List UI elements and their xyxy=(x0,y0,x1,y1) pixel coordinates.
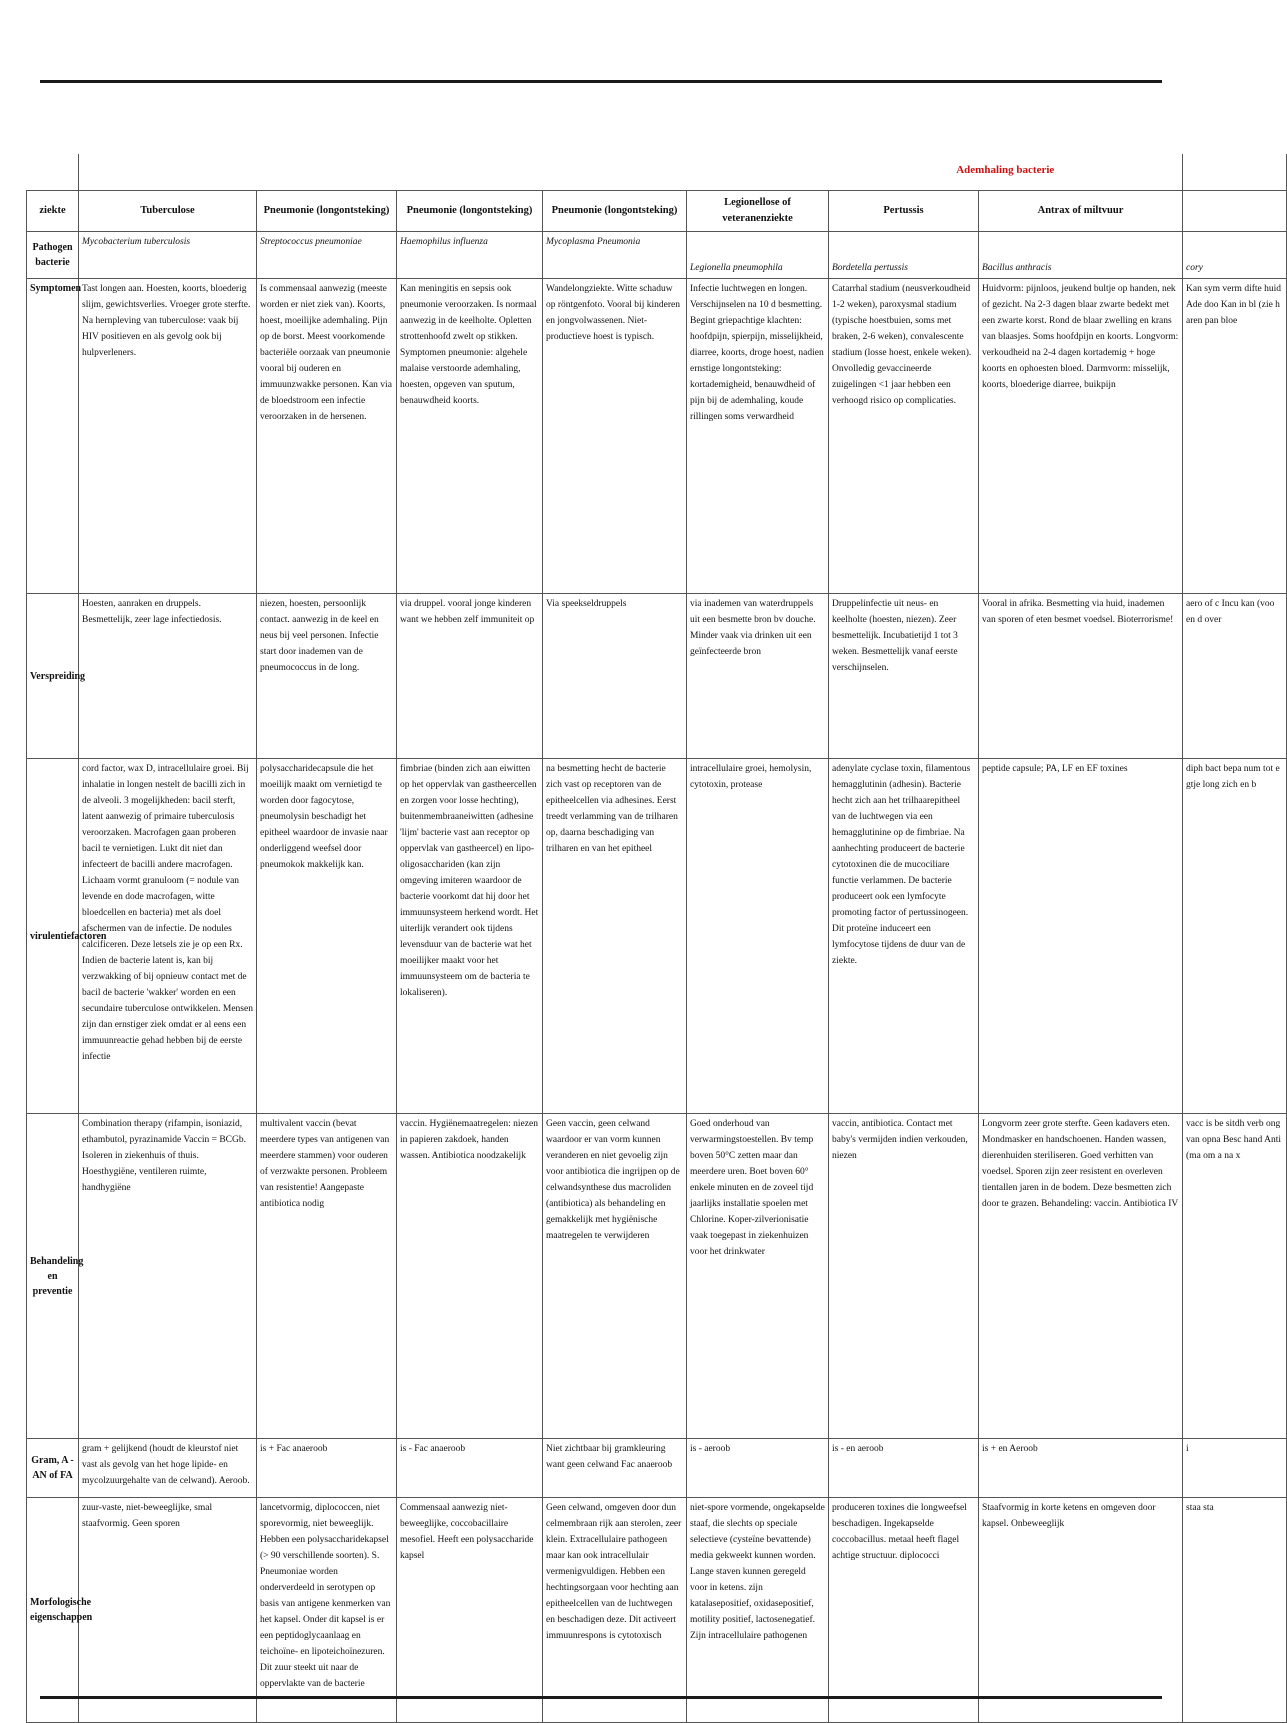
gram-cell: is + en Aeroob xyxy=(979,1439,1183,1498)
symptoms-cell: Kan meningitis en sepsis ook pneumonie veroorzaken. Is normaal aanwezig in de keelholte. Opletten strottenhoofd zwelt op stikken. Symptomen pneumonie: algehele malaise verstoorde ademhaling, hoesten, opgeven van sputum, benauwdheid koorts. xyxy=(397,279,543,594)
row-label-gram: Gram, A - AN of FA xyxy=(27,1439,79,1498)
gram-cell: is - aeroob xyxy=(687,1439,829,1498)
virulence-cell: na besmetting hecht de bacterie zich vast op receptoren van de epitheelcellen via adhesines. Eerst treedt verlamming van de trilharen op, daarna beschadiging van trilharen en van het epitheel xyxy=(543,759,687,1114)
disease-header xyxy=(1183,191,1287,232)
gram-row xyxy=(27,1439,1287,1498)
virulence-cell: cord factor, wax D, intracellulaire groei. Bij inhalatie in longen nestelt de bacilli zich in de alveoli. 3 mogelijkheden: bacil sterft, latent aanwezig of primaire tuberculosis veroorzaken. Macrofagen gaan proberen bacil te vernietigen. Lukt dit niet dan infecteert de bacilli andere macrofagen. Lichaam vormt granuloom (= nodule van levende en dode macrofagen, witte bloedcellen en bacteria) met als doel afschermen van de infectie. De nodules calcificeren. Deze letsels zie je op een Rx. Indien de bacterie latent is, kan bij verzwakking of bij opnieuw contact met de bacil de bacterie 'wakker' worden en een secundaire tuberculose ontwikkelen. Mensen zijn dan ernstiger ziek omdat er al eens een immuunreactie gehad hebben bij de eerste infectie xyxy=(79,759,257,1114)
gram-cell: is - en aeroob xyxy=(829,1439,979,1498)
row-label-treatment: Behandeling en preventie xyxy=(27,1114,79,1439)
pathogen-cell: Bordetella pertussis xyxy=(829,232,979,279)
pathogen-cell: Mycoplasma Pneumonia xyxy=(543,232,687,279)
treatment-cell: vacc is be sitdh verb ong van opna Besc hand Anti (ma om a na x xyxy=(1183,1114,1287,1439)
spread-cell: aero of c Incu kan (voo en d over xyxy=(1183,594,1287,759)
spread-cell: Vooral in afrika. Besmetting via huid, inademen van sporen of eten besmet voedsel. Bioterrorisme! xyxy=(979,594,1183,759)
symptoms-row xyxy=(27,279,1287,594)
symptoms-cell: Kan sym verm difte huid Ade doo Kan in bl (zie h aren pan bloe xyxy=(1183,279,1287,594)
virulence-cell: polysaccharidecapsule die het moeilijk maakt om vernietigd te worden door fagocytose, pneumolysin beschadigt het epitheel waardoor de invasie naar onderliggend weefsel door pneumokok makkelijk kan. xyxy=(257,759,397,1114)
spread-cell: Hoesten, aanraken en druppels. Besmettelijk, zeer lage infectiedosis. xyxy=(79,594,257,759)
header-row xyxy=(27,191,1287,232)
disease-header: Pneumonie (longontsteking) xyxy=(397,191,543,232)
gram-cell: is + Fac anaeroob xyxy=(257,1439,397,1498)
pathogen-cell: cory xyxy=(1183,232,1287,279)
spread-cell: niezen, hoesten, persoonlijk contact. aanwezig in de keel en neus bij veel personen. Infectie start door inademen van de pneumococcus in de long. xyxy=(257,594,397,759)
gram-cell: i xyxy=(1183,1439,1287,1498)
symptoms-cell: Huidvorm: pijnloos, jeukend bultje op handen, nek of gezicht. Na 2-3 dagen blaar zwarte bedekt met een zwarte korst. Rond de blaar zwelling en krans van blaasjes. Soms hoofdpijn en koorts. Longvorm: verkoudheid na 2-4 dagen kortademig + hoge koorts en ophoesten bloed. Darmvorm: misselijk, koorts, bloederige diarree, buikpijn xyxy=(979,279,1183,594)
morphology-cell: lancetvormig, diplococcen, niet sporevormig, niet beweeglijk. Hebben een polysaccharidekapsel (> 90 verschillende soorten). S. Pneumoniae worden onderverdeeld in serotypen op basis van antigene kenmerken van het kapsel. Onder dit kapsel is er een peptidoglycaanlaag en teichoïne- en lipoteichoïnezuren. Dit zuur steekt uit naar de oppervlakte van de bacterie xyxy=(257,1498,397,1723)
morphology-cell: niet-spore vormende, ongekapselde staaf, die slechts op speciale selectieve (cysteïne bevattende) media gekweekt kunnen worden. Lange staven kunnen geregeld voor in ketens. zijn katalasepositief, oxidasepositief, motility positief, lactosenegatief. Zijn intracellulaire pathogenen xyxy=(687,1498,829,1723)
bottom-rule xyxy=(40,1696,1162,1699)
row-label-morphology: Morfologische eigenschappen xyxy=(27,1498,79,1723)
pathogen-cell: Streptococcus pneumoniae xyxy=(257,232,397,279)
row-label-pathogen: Pathogen bacterie xyxy=(27,232,79,279)
pathogen-cell: Legionella pneumophila xyxy=(687,232,829,279)
spread-cell: Druppelinfectie uit neus- en keelholte (hoesten, niezen). Zeer besmettelijk. Incubatietijd 1 tot 3 weken. Besmettelijk vanaf eerste verschijnselen. xyxy=(829,594,979,759)
disease-header: Antrax of miltvuur xyxy=(979,191,1183,232)
virulence-row xyxy=(27,759,1287,1114)
treatment-cell: Longvorm zeer grote sterfte. Geen kadavers eten. Mondmasker en handschoenen. Handen wassen, dierenhuiden steriliseren. Goed verhitten van voedsel. Sporen zijn zeer resistent en overleven tientallen jaren in de bodem. Deze besmetten zich door te grazen. Behandeling: vaccin. Antibiotica IV xyxy=(979,1114,1183,1439)
gram-cell: Niet zichtbaar bij gramkleuring want geen celwand Fac anaeroob xyxy=(543,1439,687,1498)
virulence-cell: diph bact bepa num tot e gtje long zich en b xyxy=(1183,759,1287,1114)
pathogen-row xyxy=(27,232,1287,279)
row-label-symptoms: Symptomen xyxy=(27,279,79,594)
gram-cell: is - Fac anaeroob xyxy=(397,1439,543,1498)
treatment-cell: vaccin, antibiotica. Contact met baby's vermijden indien verkouden, niezen xyxy=(829,1114,979,1439)
morphology-cell: Commensaal aanwezig niet-beweeglijke, coccobacillaire mesofiel. Heeft een polysaccharide kapsel xyxy=(397,1498,543,1723)
morphology-cell: Staafvormig in korte ketens en omgeven door kapsel. Onbeweeglijk xyxy=(979,1498,1183,1723)
symptoms-cell: Infectie luchtwegen en longen. Verschijnselen na 10 d besmetting. Begint griepachtige klachten: hoofdpijn, spierpijn, misselijkheid, diarree, koorts, droge hoest, nadien ernstige longontsteking: kortademigheid, benauwdheid of pijn bij de ademhaling, koude rillingen soms verwardheid xyxy=(687,279,829,594)
disease-header: Pneumonie (longontsteking) xyxy=(257,191,397,232)
treatment-cell: vaccin. Hygiënemaatregelen: niezen in papieren zakdoek, handen wassen. Antibiotica noodzakelijk xyxy=(397,1114,543,1439)
morphology-row xyxy=(27,1498,1287,1723)
virulence-cell: adenylate cyclase toxin, filamentous hemagglutinin (adhesin). Bacterie hecht zich aan het trilhaarepitheel van de luchtwegen via een hemagglutinine op de fimbriae. Na aanhechting produceert de bacterie cytotoxinen die de mucociliare functie verlammen. De bacterie produceert ook een lymfocyte promoting factor of pertussinogeen. Dit proteïne induceert een lymfocytose tijdens de duur van de ziekte. xyxy=(829,759,979,1114)
symptoms-cell: Tast longen aan. Hoesten, koorts, bloederig slijm, gewichtsverlies. Vroeger grote sterfte. Na hernpleving van tuberculose: vaak bij HIV positieven en als gevolg ook bij hulpverleners. xyxy=(79,279,257,594)
caption-row xyxy=(27,154,1287,191)
spread-row xyxy=(27,594,1287,759)
disease-header: Tuberculose xyxy=(79,191,257,232)
virulence-cell: fimbriae (binden zich aan eiwitten op het oppervlak van gastheercellen en zorgen voor losse hechting), buitenmembraaneiwitten (adhesine 'lijm' bacterie vast aan receptor op oppervlak van gastheercel) en lipo-oligosacchariden (kan zijn omgeving imiteren waardoor de bacterie voorkomt dat hij door het immuunsysteem herkend wordt. Het uiterlijk verandert ook tijdens levensduur van de bacterie wat het moeilijker maakt voor het immuunsysteem om de bacteria te lokaliseren). xyxy=(397,759,543,1114)
treatment-cell: Geen vaccin, geen celwand waardoor er van vorm kunnen veranderen en niet gevoelig zijn voor antibiotica die ingrijpen op de celwandsynthese dus macroliden (antibiotica) als behandeling en gemakkelijk met hygiënische maatregelen te verwijderen xyxy=(543,1114,687,1439)
table-container xyxy=(26,154,1281,1700)
morphology-cell: zuur-vaste, niet-beweeglijke, smal staafvormig. Geen sporen xyxy=(79,1498,257,1723)
treatment-cell: multivalent vaccin (bevat meerdere types van antigenen van meerdere stammen) voor ouderen of verzwakte personen. Probleem van resistentie! Aangepaste antibiotica nodig xyxy=(257,1114,397,1439)
morphology-cell: staa sta xyxy=(1183,1498,1287,1723)
row-label-virulence: virulentiefactoren xyxy=(27,759,79,1114)
spread-cell: via druppel. vooral jonge kinderen want we hebben zelf immuniteit op xyxy=(397,594,543,759)
morphology-cell: produceren toxines die longweefsel beschadigen. Ingekapselde coccobacillus. metaal heeft flagel achtige structuur. diplococci xyxy=(829,1498,979,1723)
bacteria-table xyxy=(26,154,1287,1723)
gram-cell: gram + gelijkend (houdt de kleurstof niet vast als gevolg van het hoge lipide- en mycolzuurgehalte van de celwand). Aeroob. xyxy=(79,1439,257,1498)
pathogen-cell: Mycobacterium tuberculosis xyxy=(79,232,257,279)
symptoms-cell: Catarrhal stadium (neusverkoudheid 1-2 weken), paroxysmal stadium (typische hoestbuien, soms met braken, 2-6 weken), convalescente stadium (losse hoest, enkele weken). Onvolledig gevaccineerde zuigelingen <1 jaar hebben een verhoogd risico op complicaties. xyxy=(829,279,979,594)
virulence-cell: intracellulaire groei, hemolysin, cytotoxin, protease xyxy=(687,759,829,1114)
spread-cell: via inademen van waterdruppels uit een besmette bron bv douche. Minder vaak via drinken uit een geïnfecteerde bron xyxy=(687,594,829,759)
disease-header: Legionellose of veteranenziekte xyxy=(687,191,829,232)
row-label-spread: Verspreiding xyxy=(27,594,79,759)
top-rule xyxy=(40,80,1162,83)
table-caption: Ademhaling bacterie xyxy=(829,154,1183,191)
treatment-cell: Combination therapy (rifampin, isoniazid, ethambutol, pyrazinamide Vaccin = BCGb. Isoleren in ziekenhuis of thuis. Hoesthygiëne, ventileren ruimte, handhygiëne xyxy=(79,1114,257,1439)
disease-header: Pneumonie (longontsteking) xyxy=(543,191,687,232)
disease-header: Pertussis xyxy=(829,191,979,232)
treatment-row xyxy=(27,1114,1287,1439)
treatment-cell: Goed onderhoud van verwarmingstoestellen. Bv temp boven 50°C zetten maar dan meerdere uren. Boet boven 60° enkele minuten en de zoveel tijd jaarlijks installatie spoelen met Chlorine. Koper-zilverionisatie vaak toegepast in ziekenhuizen voor het drinkwater xyxy=(687,1114,829,1439)
pathogen-cell: Haemophilus influenza xyxy=(397,232,543,279)
morphology-cell: Geen celwand, omgeven door dun celmembraan rijk aan sterolen, zeer klein. Extracellulaire pathogeen maar kan ook intracellulair vermenigvuldigen. Hebben een hechtingsorgaan voor hechting aan epitheelcellen van de luchtwegen en beschadigen deze. Dit activeert immuunrespons is cytotoxisch xyxy=(543,1498,687,1723)
virulence-cell: peptide capsule; PA, LF en EF toxines xyxy=(979,759,1183,1114)
corner-label: ziekte xyxy=(27,191,79,232)
spread-cell: Via speekseldruppels xyxy=(543,594,687,759)
symptoms-cell: Is commensaal aanwezig (meeste worden er niet ziek van). Koorts, hoest, moeilijke ademhaling. Pijn op de borst. Meest voorkomende bacteriële oorzaak van pneumonie vooral bij ouderen en immuunzwakke personen. Kan via de bloedstroom een infectie veroorzaken in de hersenen. xyxy=(257,279,397,594)
symptoms-cell: Wandelongziekte. Witte schaduw op röntgenfoto. Vooral bij kinderen en jongvolwassenen. Niet-productieve hoest is typisch. xyxy=(543,279,687,594)
pathogen-cell: Bacillus anthracis xyxy=(979,232,1183,279)
